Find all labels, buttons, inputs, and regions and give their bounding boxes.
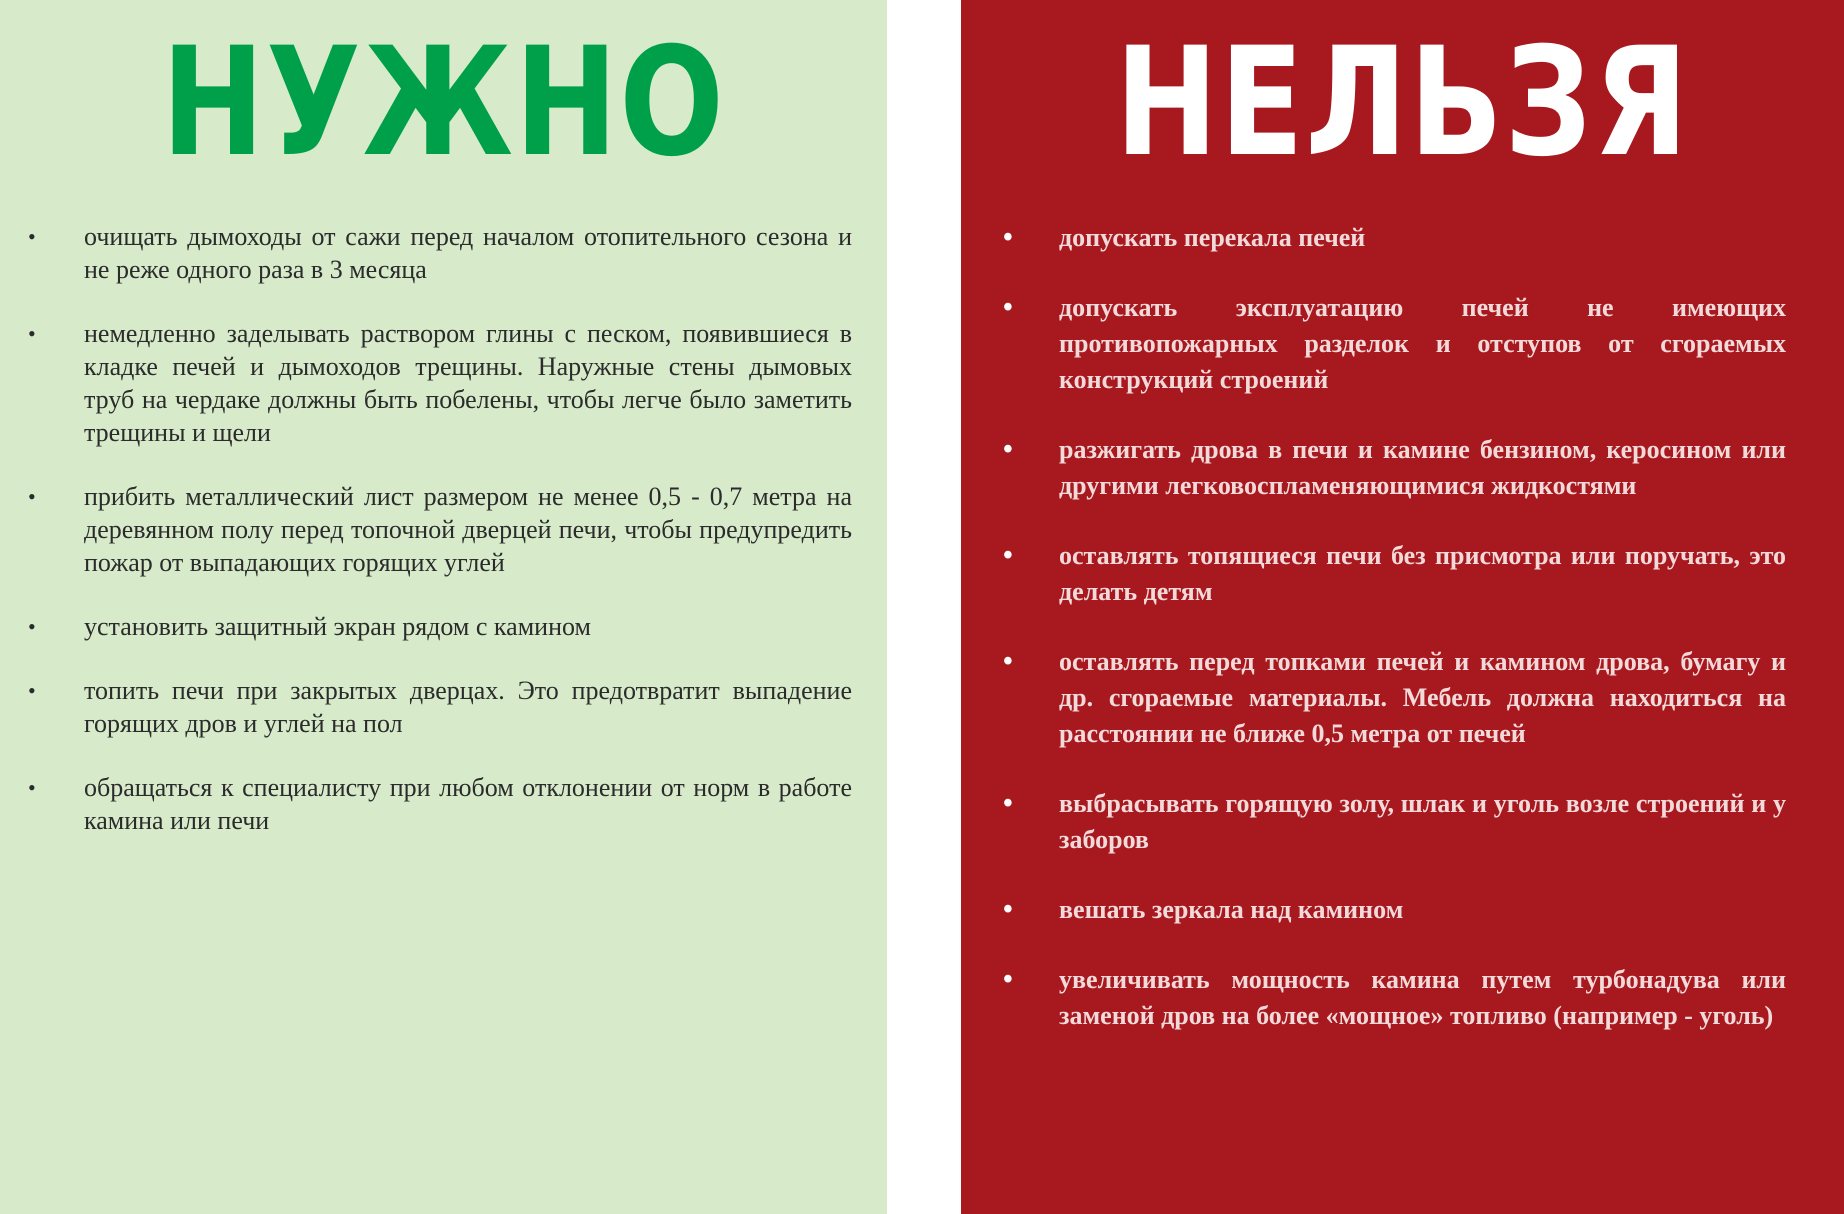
bullet: •	[28, 224, 36, 249]
dont-list-item	[1003, 892, 1786, 928]
do-list-item	[28, 771, 852, 837]
do-list-item	[28, 480, 852, 579]
dont-panel	[961, 0, 1844, 1214]
bullet: •	[1003, 222, 1013, 253]
dont-item-text: выбрасывать горящую золу, шлак и уголь возле строений и у заборов	[1059, 789, 1786, 854]
dont-item-text: допускать перекала печей	[1059, 223, 1366, 252]
do-item-text: установить защитный экран рядом с камином	[84, 612, 591, 641]
bullet: •	[1003, 788, 1013, 819]
bullet: •	[1003, 292, 1013, 323]
bullet: •	[1003, 964, 1013, 995]
dont-item-text: оставлять топящиеся печи без присмотра или поручать, это делать детям	[1059, 541, 1786, 606]
do-item-text: очищать дымоходы от сажи перед началом отопительного сезона и не реже одного раза в 3 месяца	[84, 222, 852, 284]
dont-item-text: оставлять перед топками печей и камином дрова, бумагу и др. сгораемые материалы. Мебель должна находиться на расстоянии не ближе 0,5 метра от печей	[1059, 647, 1786, 748]
dont-list-item	[1003, 962, 1786, 1034]
bullet: •	[28, 614, 36, 639]
do-list-item	[28, 317, 852, 449]
do-list-item	[28, 674, 852, 740]
bullet: •	[1003, 540, 1013, 571]
dont-heading: НЕЛЬЗЯ	[1115, 16, 1690, 190]
do-item-text: топить печи при закрытых дверцах. Это предотвратит выпадение горящих дров и углей на пол	[84, 676, 852, 738]
dont-list-item	[1003, 290, 1786, 398]
bullet: •	[28, 678, 36, 703]
do-item-text: обращаться к специалисту при любом отклонении от норм в работе камина или печи	[84, 773, 852, 835]
bullet: •	[1003, 646, 1013, 677]
dont-list-item	[1003, 432, 1786, 504]
dont-list-item	[1003, 644, 1786, 752]
do-list	[28, 220, 852, 868]
do-item-text: немедленно заделывать раствором глины с песком, появившиеся в кладке печей и дымоходов трещины. Наружные стены дымовых труб на чердаке должны быть побелены, чтобы легче было заметить трещины и щели	[84, 319, 852, 447]
bullet: •	[28, 321, 36, 346]
dont-item-text: допускать эксплуатацию печей не имеющих противопожарных разделок и отступов от сгораемых конструкций строений	[1059, 293, 1786, 394]
do-item-text: прибить металлический лист размером не менее 0,5 - 0,7 метра на деревянном полу перед топочной дверцей печи, чтобы предупредить пожар от выпадающих горящих углей	[84, 482, 852, 577]
bullet: •	[28, 775, 36, 800]
dont-list	[1003, 220, 1786, 1068]
bullet: •	[28, 484, 36, 509]
do-panel	[0, 0, 887, 1214]
dont-item-text: увеличивать мощность камина путем турбонадува или заменой дров на более «мощное» топливо (например - уголь)	[1059, 965, 1786, 1030]
bullet: •	[1003, 894, 1013, 925]
dont-list-item	[1003, 538, 1786, 610]
dont-list-item	[1003, 220, 1786, 256]
do-heading: НУЖНО	[161, 16, 726, 190]
do-list-item	[28, 610, 852, 643]
dont-item-text: вешать зеркала над камином	[1059, 895, 1404, 924]
dont-list-item	[1003, 786, 1786, 858]
do-list-item	[28, 220, 852, 286]
dont-item-text: разжигать дрова в печи и камине бензином, керосином или другими легковоспламеняющимися жидкостями	[1059, 435, 1786, 500]
bullet: •	[1003, 434, 1013, 465]
